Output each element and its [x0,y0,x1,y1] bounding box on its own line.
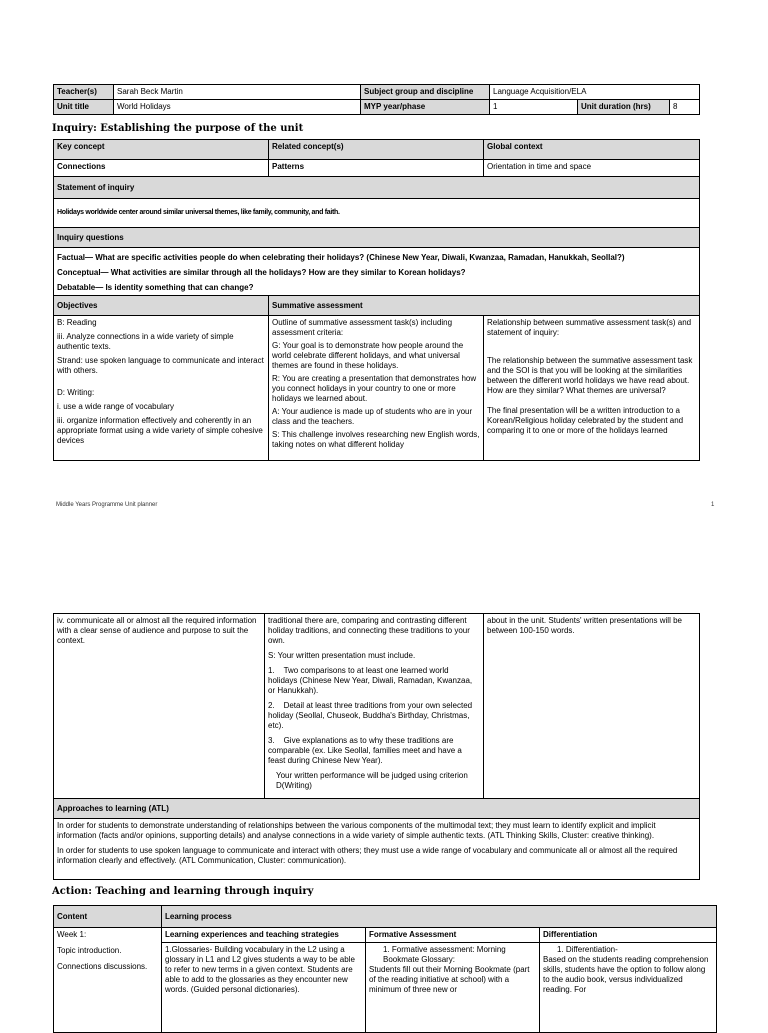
formative-text: Students fill out their Morning Bookmate (part of the reading initiative at school) with a minimum of three new or [369,965,530,994]
global-context-label: Global context [484,140,700,160]
soi-text: Holidays worldwide center around similar universal themes, like family, community, and faith. [54,199,700,228]
soi-label: Statement of inquiry [54,177,700,199]
continuation-table [53,613,700,880]
summative-line: S: Your written presentation must include. [268,651,416,660]
requirement-item: 1. Two comparisons to at least one learned world holidays (Chinese New Year, Diwali, Ramadan, Kwanzaa, or Hanukkah). [268,666,473,695]
action-table [53,905,717,1033]
summative-line: A: Your audience is made up of students who are in your class and the teachers. [272,407,473,426]
duration-label: Unit duration (hrs) [578,100,670,115]
objective-line: iii. Analyze connections in a wide variety of simple authentic texts. [57,332,234,351]
unit-header-table [53,84,700,115]
content-line: Week 1: [57,930,87,939]
page-number: 1 [711,502,715,508]
teacher-value: Sarah Beck Martin [114,85,361,100]
action-heading: Action: Teaching and learning through inquiry [52,886,314,897]
summative-cell [269,316,484,461]
footer-title: Middle Years Programme Unit planner [56,502,158,508]
objective-line: B: Reading [57,318,97,327]
objective-line: D: Writing: [57,388,95,397]
objectives-label: Objectives [54,296,269,316]
summative-line: Your written performance will be judged using criterion D(Writing) [276,771,468,790]
inquiry-heading: Inquiry: Establishing the purpose of the unit [52,123,304,134]
learning-process-label: Learning process [162,906,717,928]
differentiation-item: 1. Differentiation- [557,945,618,954]
relationship-line: The relationship between the summative assessment task and the SOI is that you will be looking at the similarities between the different world holidays we have read about. How are they similar? What themes are universal? [487,356,693,395]
unit-title-value: World Holidays [114,100,361,115]
debatable-question: Debatable— Is identity something that can change? [57,283,254,292]
content-line: Connections discussions. [57,962,148,971]
experiences-cell: 1.Glossaries- Building vocabulary in the L2 using a glossary in L1 and L2 gives students a way to be able to refer to new terms in a given context. Students are able to add to the glossaries as they encounter new words. (Guided personal dictionaries). [162,943,366,1033]
summative-line: S: This challenge involves researching new English words, taking notes on what different holiday [272,430,480,449]
experiences-label: Learning experiences and teaching strategies [162,928,366,943]
related-concept-label: Related concept(s) [269,140,484,160]
unit-title-label: Unit title [54,100,114,115]
subject-value: Language Acquisition/ELA [490,85,700,100]
teacher-label: Teacher(s) [54,85,114,100]
atl-label: Approaches to learning (ATL) [54,799,700,819]
atl-paragraph: In order for students to demonstrate understanding of relationships between the various components of the multimodal text; they must learn to identify explicit and implicit information (facts and/or opinions, supporting details) and analyse connections in a wide variety of simple authentic texts. (ATL Thinking Skills, Cluster: creative thinking). [57,821,656,840]
objective-line: Strand: use spoken language to communicate and interact with others. [57,356,264,375]
inquiry-questions-label: Inquiry questions [54,228,700,248]
requirement-item: 2. Detail at least three traditions from your own selected holiday (Seollal, Chuseok, Buddha's Birthday, Christmas, etc). [268,701,473,730]
objective-line: iii. organize information effectively and coherently in an appropriate format using a wide variety of simple cohesive devices [57,416,263,445]
content-cell [54,928,162,1033]
content-line: Topic introduction. [57,946,122,955]
summative-line: R: You are creating a presentation that demonstrates how you connect holidays in your country to one or more holidays we learned about. [272,374,477,403]
related-concept-value: Patterns [269,160,484,177]
formative-label: Formative Assessment [366,928,540,943]
objective-line: i. use a wide range of vocabulary [57,402,174,411]
factual-question: Factual— What are specific activities people do when celebrating their holidays? (Chinese New Year, Diwali, Kwanzaa, Ramadan, Hanukkah, Seollal?) [57,253,625,262]
global-context-value: Orientation in time and space [484,160,700,177]
objectives-continued: iv. communicate all or almost all the required information with a clear sense of audience and purpose to suit the context. [54,614,265,799]
key-concept-label: Key concept [54,140,269,160]
differentiation-cell [540,943,717,1033]
differentiation-text: Based on the students reading comprehension skills, students have the option to follow along to the audio book, versus individualized reading. For [543,955,709,994]
summative-label: Summative assessment [269,296,700,316]
inquiry-table [53,139,700,461]
relationship-line: Relationship between summative assessment task(s) and statement of inquiry: [487,318,692,337]
subject-label: Subject group and discipline [361,85,490,100]
requirement-item: 3. Give explanations as to why these traditions are comparable (ex. Like Seollal, families meet and have a feast during Chinese New Year). [268,736,462,765]
objectives-cell [54,316,269,461]
relationship-cell [484,316,700,461]
summative-line: Outline of summative assessment task(s) including assessment criteria: [272,318,453,337]
summative-continued [265,614,484,799]
key-concept-value: Connections [54,160,269,177]
myp-label: MYP year/phase [361,100,490,115]
formative-cell [366,943,540,1033]
content-label: Content [54,906,162,928]
differentiation-label: Differentiation [540,928,717,943]
atl-text [54,819,700,880]
atl-paragraph: In order for students to use spoken language to communicate and interact with others; they must use a wide range of vocabulary and communicate all or almost all the required information clearly and effectively. (ATL Communication, Cluster: communication). [57,846,678,865]
conceptual-question: Conceptual— What activities are similar through all the holidays? How are they similar to Korean holidays? [57,268,466,277]
duration-value: 8 [670,100,700,115]
inquiry-questions [54,248,700,296]
summative-line: G: Your goal is to demonstrate how people around the world celebrate different holidays, and what universal themes are found in these holidays. [272,341,464,370]
formative-item: 1. Formative assessment: Morning Bookmate Glossary: [383,945,506,964]
relationship-continued: about in the unit. Students' written presentations will be between 100-150 words. [484,614,700,799]
myp-value: 1 [490,100,578,115]
summative-line: traditional there are, comparing and contrasting different holiday traditions, and connecting these traditions to your own. [268,616,470,645]
relationship-line: The final presentation will be a written introduction to a Korean/Religious holiday celebrated by the student and comparing it to one or more of the holidays learned [487,406,684,435]
